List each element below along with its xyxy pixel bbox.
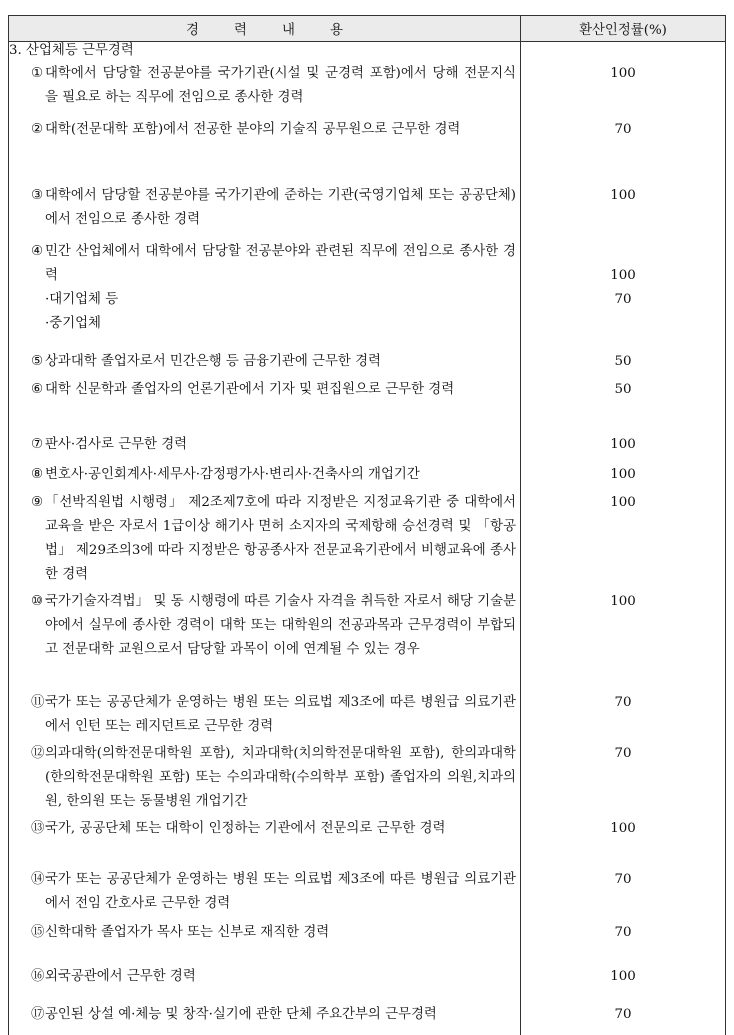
table-row <box>9 240 726 350</box>
table-row <box>9 957 726 995</box>
table-row <box>9 817 726 868</box>
section-row <box>9 42 726 63</box>
header-conversion-rate: 환산인정률(%) <box>521 16 726 42</box>
item-text: 대학에서 담당할 전공분야를 국가기관에 준하는 기관(국영기업체 또는 공공단체)에서 전임으로 종사한 경력 <box>45 188 516 227</box>
item-text: 대학 신문학과 졸업자의 언론기관에서 기자 및 편집원으로 근무한 경력 <box>45 382 455 397</box>
item-number: ② <box>31 122 44 137</box>
list-item <box>9 433 520 457</box>
item-number: ⑨ <box>31 495 44 510</box>
career-conversion-table <box>8 15 726 1035</box>
table-row <box>9 118 726 184</box>
rate-value: 70 <box>614 872 632 887</box>
list-item <box>9 590 520 662</box>
rate-value: 70 <box>614 292 632 307</box>
item-text: 국가, 공공단체 또는 대학이 인정하는 기관에서 전문의로 근무한 경력 <box>45 821 446 836</box>
table-row <box>9 995 726 1035</box>
item-number: ① <box>31 66 44 81</box>
rate-value: 100 <box>610 437 636 452</box>
table-row <box>9 590 726 691</box>
rate-value: 100 <box>610 66 636 81</box>
item-number: ③ <box>31 188 44 203</box>
item-number: ④ <box>31 244 44 259</box>
list-item <box>9 868 520 916</box>
item-number: ⑧ <box>31 467 44 482</box>
item-text: 민간 산업체에서 대학에서 담당할 전공분야와 관련된 직무에 전임으로 종사한 경력 <box>45 244 516 283</box>
list-item <box>9 491 520 587</box>
rate-value: 70 <box>614 122 632 137</box>
item-text: 변호사·공인회계사·세무사·감정평가사·변리사·건축사의 개업기간 <box>45 467 420 482</box>
list-item <box>9 62 520 110</box>
rate-value: 100 <box>610 594 636 609</box>
rate-value: 100 <box>610 268 636 283</box>
item-text: 상과대학 졸업자로서 민간은행 등 금융기관에 근무한 경력 <box>45 354 381 369</box>
item-number: ⑰ <box>31 1007 45 1022</box>
item-number: ⑬ <box>31 821 45 836</box>
item-text: 신학대학 졸업자가 목사 또는 신부로 재직한 경력 <box>45 925 330 940</box>
rate-value: 100 <box>610 467 636 482</box>
list-item <box>9 957 520 989</box>
list-item <box>9 118 520 142</box>
list-item <box>9 817 520 841</box>
header-career-content: 경 력 내 용 <box>9 16 521 42</box>
list-item <box>9 995 520 1027</box>
table-header-row <box>9 16 726 42</box>
rate-value: 70 <box>614 1007 632 1022</box>
rate-value: 70 <box>614 746 632 761</box>
table-row <box>9 742 726 817</box>
item-number: ⑩ <box>31 594 44 609</box>
table-row <box>9 433 726 463</box>
list-item <box>9 742 520 814</box>
table-row <box>9 463 726 491</box>
rate-value: 70 <box>614 695 632 710</box>
item-text: 국가 또는 공공단체가 운영하는 병원 또는 의료법 제3조에 따른 병원급 의료기관에서 인턴 또는 레지던트로 근무한 경력 <box>45 695 516 734</box>
item-number: ⑦ <box>31 437 44 452</box>
item-number: ⑫ <box>31 746 45 761</box>
rate-value: 50 <box>614 354 632 369</box>
item-text: 판사·검사로 근무한 경력 <box>45 437 188 452</box>
table-row <box>9 868 726 921</box>
table-row <box>9 350 726 378</box>
rate-value: 100 <box>610 821 636 836</box>
item-text: 국가기술자격법」 및 동 시행령에 따른 기술사 자격을 취득한 자로서 해당 기술분야에서 실무에 종사한 경력이 대학 또는 대학원의 전공과목과 근무경력이 부합되고 전문대학 교원으로서 담당할 과목이 이에 연계될 수 있는 경우 <box>45 594 516 657</box>
subitem-label: ·중기업체 <box>45 316 101 331</box>
rate-value: 50 <box>614 382 632 397</box>
list-item <box>9 921 520 945</box>
section-title: 3. 산업체등 근무경력 <box>9 42 521 63</box>
item-text: 대학에서 담당할 전공분야를 국가기관(시설 및 군경력 포함)에서 당해 전문지식을 필요로 하는 직무에 전임으로 종사한 경력 <box>45 66 516 105</box>
item-text: 공인된 상설 예·체능 및 창작·실기에 관한 단체 주요간부의 근무경력 <box>45 1007 437 1022</box>
table-row <box>9 184 726 240</box>
subitem-label: ·대기업체 등 <box>45 292 119 307</box>
item-text: 외국공관에서 근무한 경력 <box>45 969 196 984</box>
item-number: ⑯ <box>31 969 45 984</box>
list-item <box>9 240 520 288</box>
list-item <box>9 463 520 487</box>
item-number: ⑮ <box>31 925 45 940</box>
table-row <box>9 691 726 742</box>
table-row <box>9 62 726 118</box>
table-row <box>9 378 726 433</box>
table-row <box>9 491 726 590</box>
item-text: 대학(전문대학 포함)에서 전공한 분야의 기술직 공무원으로 근무한 경력 <box>45 122 461 137</box>
list-item <box>9 350 520 374</box>
rate-value: 70 <box>614 925 632 940</box>
item-text: 「선박직원법 시행령」 제2조제7호에 따라 지정받은 지정교육기관 중 대학에서 교육을 받은 자로서 1급이상 해기사 면허 소지자의 국제항해 승선경력 및 「항공법」 제29조의3에 따라 지정받은 항공종사자 전문교육기관에서 비행교육에 종사한 경력 <box>45 495 516 582</box>
rate-value: 100 <box>610 495 636 510</box>
item-number: ⑭ <box>31 872 45 887</box>
list-item <box>9 378 520 402</box>
item-number: ⑤ <box>31 354 44 369</box>
rate-value: 100 <box>610 188 636 203</box>
item-number: ⑥ <box>31 382 44 397</box>
item-text: 국가 또는 공공단체가 운영하는 병원 또는 의료법 제3조에 따른 병원급 의료기관에서 전임 간호사로 근무한 경력 <box>45 872 516 911</box>
rate-value: 100 <box>610 969 636 984</box>
table-row <box>9 921 726 957</box>
list-item <box>9 691 520 739</box>
list-item <box>9 184 520 232</box>
item-text: 의과대학(의학전문대학원 포함), 치과대학(치의학전문대학원 포함), 한의과대학(한의학전문대학원 포함) 또는 수의과대학(수의학부 포함) 졸업자의 의원,치과의원, 한의원 또는 동물병원 개업기간 <box>45 746 516 809</box>
item-number: ⑪ <box>31 695 45 710</box>
